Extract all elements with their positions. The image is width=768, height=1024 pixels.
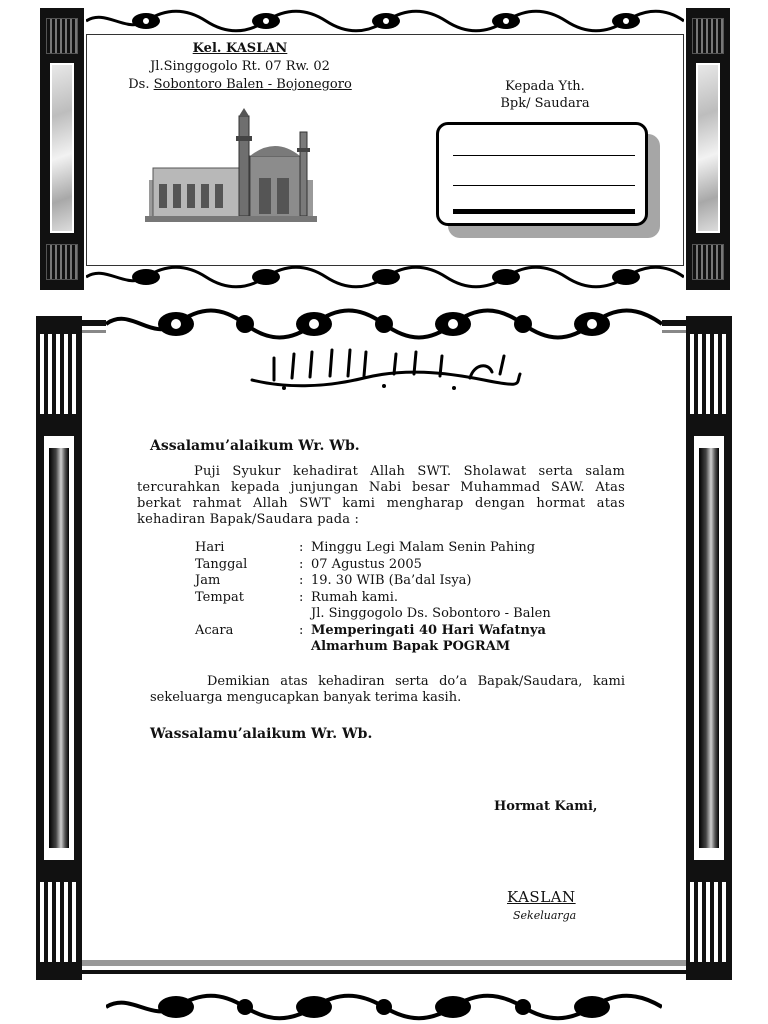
event-details: [195, 540, 625, 656]
detail-row-place-address: Jl. Singgogolo Ds. Sobontoro - Balen: [311, 606, 551, 621]
sender-name: Kel. KASLAN: [192, 41, 288, 56]
recipient-address-box: [436, 122, 648, 226]
letter-left-pillar: [36, 316, 82, 980]
signatory-name: KASLAN: [507, 888, 576, 906]
detail-row-date: Tanggal : 07 Agustus 2005: [195, 556, 422, 572]
letter-right-pillar: [686, 316, 732, 980]
detail-row-event: Acara : Memperingati 40 Hari Wafatnya: [195, 622, 546, 638]
detail-row-place: Tempat : Rumah kami.: [195, 589, 398, 605]
letter-body: [137, 438, 625, 742]
closing-paragraph: Demikian atas kehadiran serta do’a Bapak/Saudara, kami sekeluarga mengucapkan banyak terima kasih.: [150, 673, 625, 705]
regards: Hormat Kami,: [494, 799, 598, 814]
signatory-role: Sekeluarga: [513, 909, 577, 922]
mosque-illustration-icon: [145, 108, 317, 226]
floral-ornament-icon: [106, 304, 662, 344]
sender-address-line1: Jl.Singgogolo Rt. 07 Rw. 02: [150, 59, 330, 74]
greeting: Assalamu’alaikum Wr. Wb.: [150, 438, 360, 454]
farewell: Wassalamu’alaikum Wr. Wb.: [150, 725, 373, 742]
recipient-heading: Kepada Yth. Bpk/ Saudara: [500, 79, 590, 111]
detail-row-event-cont: Almarhum Bapak POGRAM: [311, 639, 511, 654]
opening-paragraph: Puji Syukur kehadirat Allah SWT. Sholawat serta salam tercurahkan kepada junjungan Nabi besar Muhammad SAW. Atas berkat rahmat Allah SWT kami mengharap dengan hormat atas kehadiran Bapak/Saudara pada :: [137, 464, 625, 527]
detail-row-day: Hari : Minggu Legi Malam Senin Pahing: [195, 540, 536, 555]
floral-ornament-icon: [86, 264, 684, 290]
sender-address-line2: Ds. Sobontoro Balen - Bojonegoro: [128, 77, 352, 92]
floral-ornament-icon: [86, 8, 684, 34]
sender-address: [100, 40, 380, 94]
floral-ornament-icon: [106, 990, 662, 1024]
basmala-calligraphy-icon: [244, 344, 524, 396]
envelope-right-pillar: [686, 8, 730, 290]
detail-row-time: Jam : 19. 30 WIB (Ba’dal Isya): [195, 573, 472, 588]
envelope-left-pillar: [40, 8, 84, 290]
